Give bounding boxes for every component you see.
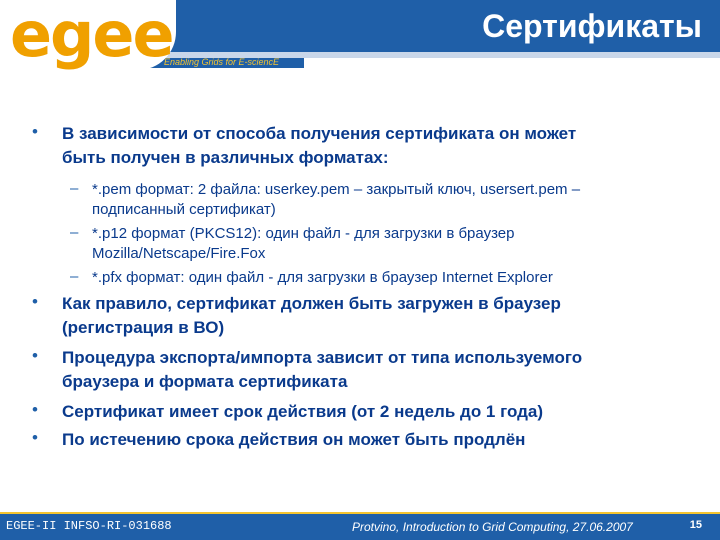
bullet-2: Как правило, сертификат должен быть загружен в браузер (регистрация в ВО) — [62, 294, 561, 337]
bullet-1: В зависимости от способа получения сертификата он может быть получен в различных форматах: — [62, 124, 577, 167]
bullet-4: Сертификат имеет срок действия (от 2 недель до 1 года) — [62, 402, 544, 421]
subbullet-marker: – — [70, 180, 79, 197]
slide-title: Сертификаты — [482, 8, 702, 44]
footer-event: Protvino, Introduction to Grid Computing, 27.06.2007 — [352, 520, 633, 534]
subbullet-3: *.pfx формат: один файл - для загрузки в браузер Internet Explorer — [92, 269, 553, 286]
logo-text: egee — [10, 0, 173, 71]
subbullet-1: *.pem формат: 2 файла: userkey.pem – закрытый ключ, usersert.pem – подписанный сертификат) — [92, 181, 581, 218]
subbullet-marker: – — [70, 268, 79, 285]
bullet-marker: • — [32, 122, 38, 141]
bullet-marker: • — [32, 346, 38, 365]
bullet-marker: • — [32, 292, 38, 311]
footer-project-id: EGEE-II INFSO-RI-031688 — [6, 519, 172, 533]
page-number: 15 — [689, 519, 702, 531]
subbullet-marker: – — [70, 224, 79, 241]
bullet-marker: • — [32, 428, 38, 447]
bullet-marker: • — [32, 400, 38, 419]
egee-logo — [0, 0, 176, 70]
bullet-3: Процедура экспорта/импорта зависит от типа используемого браузера и формата сертификата — [62, 348, 583, 391]
tagline: Enabling Grids for E-sciencE — [164, 57, 280, 67]
slide-header — [0, 0, 720, 70]
subbullet-2: *.p12 формат (PKCS12): один файл - для загрузки в браузер Mozilla/Netscape/Fire.Fox — [92, 225, 515, 262]
bullet-5: По истечению срока действия он может быть продлён — [62, 430, 526, 449]
